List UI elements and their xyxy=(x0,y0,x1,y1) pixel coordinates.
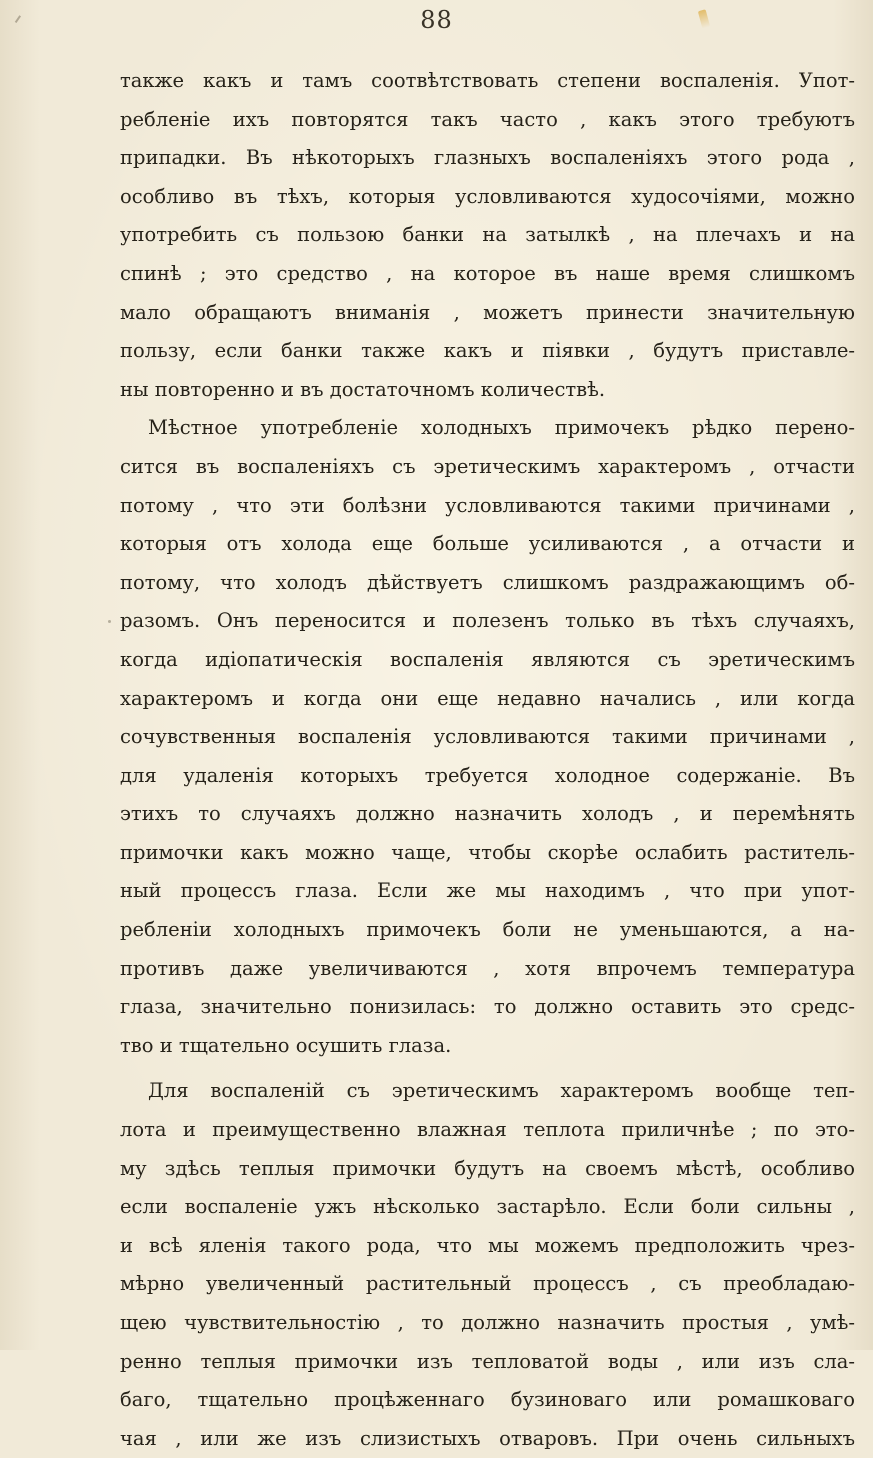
text-line: чая , или же изъ слизистыхъ отваровъ. При очень сильныхъ xyxy=(120,1426,855,1450)
text-line: также какъ и тамъ соотвѣтствовать степени воспаленія. Упот- xyxy=(120,69,855,92)
text-line: когда идіопатическія воспаленія являются съ эретическимъ xyxy=(120,647,855,671)
text-line: и всѣ яленія такого рода, что мы можемъ предположить чрез- xyxy=(120,1233,855,1257)
paper-speck xyxy=(735,508,738,511)
text-line: употребить съ пользою банки на затылкѣ , на плечахъ и на xyxy=(120,223,855,247)
text-line: Для воспаленій съ эретическимъ характеромъ вообще теп- xyxy=(148,1079,855,1103)
text-line: му здѣсь теплыя примочки будутъ на своемъ мѣстѣ, особливо xyxy=(120,1156,855,1180)
text-line: которыя отъ холода еще больше усиливаются , а отчасти и xyxy=(120,532,855,556)
text-line: мало обращаютъ вниманія , можетъ принести значительную xyxy=(120,300,855,324)
text-line: противъ даже увеличиваются , хотя впрочемъ температура xyxy=(120,956,855,980)
text-line: особливо въ тѣхъ, которыя условливаются худосочіями, можно xyxy=(120,184,855,208)
text-line: спинѣ ; это средство , на которое въ наше время слишкомъ xyxy=(120,261,855,285)
text-line: если воспаленіе ужъ нѣсколько застарѣло. Если боли сильны , xyxy=(120,1195,855,1219)
text-line: потому, что холодъ дѣйствуетъ слишкомъ раздражающимъ об- xyxy=(120,570,855,594)
text-body xyxy=(120,62,855,1458)
text-line: лота и преимущественно влажная теплота приличнѣе ; по это- xyxy=(120,1118,855,1142)
text-line: ный процессъ глаза. Если же мы находимъ , что при упот- xyxy=(120,879,855,903)
text-line: характеромъ и когда они еще недавно начались , или когда xyxy=(120,686,855,710)
paragraph-gap xyxy=(120,1065,855,1072)
page-number: 88 xyxy=(420,6,453,34)
text-line: сится въ воспаленіяхъ съ эретическимъ характеромъ , отчасти xyxy=(120,454,855,478)
paper-speck xyxy=(108,620,111,623)
text-line: пользу, если банки также какъ и піявки , будутъ приставле- xyxy=(120,339,855,363)
text-line: разомъ. Онъ переносится и полезенъ только въ тѣхъ случаяхъ, xyxy=(120,609,855,633)
text-line: баго, тщательно процѣженнаго бузиноваго или ромашковаго xyxy=(120,1388,855,1412)
text-line: щею чувствительностію , то должно назначить простыя , умѣ- xyxy=(120,1311,855,1334)
text-line: ны повторенно и въ достаточномъ количествѣ. xyxy=(120,377,606,401)
text-line: сочувственныя воспаленія условливаются такими причинами , xyxy=(120,725,855,749)
text-line: ребленіи холодныхъ примочекъ боли не уменьшаются, а на- xyxy=(120,918,855,942)
text-line: глаза, значительно понизилась: то должно оставить это средс- xyxy=(120,995,855,1019)
text-line: примочки какъ можно чаще, чтобы скорѣе ослабить раститель- xyxy=(120,840,855,864)
text-line: ренно теплыя примочки изъ тепловатой воды , или изъ сла- xyxy=(120,1349,855,1373)
text-line: Мѣстное употребленіе холодныхъ примочекъ рѣдко перено- xyxy=(148,416,855,440)
text-line: для удаленія которыхъ требуется холодное содержаніе. Въ xyxy=(120,763,855,787)
text-line: ребленіе ихъ повторятся такъ часто , какъ этого требуютъ xyxy=(120,107,855,131)
text-line: мѣрно увеличенный растительный процессъ , съ преобладаю- xyxy=(120,1272,855,1296)
text-line: тво и тщательно осушить глаза. xyxy=(120,1033,452,1057)
text-line: этихъ то случаяхъ должно назначить холодъ , и перемѣнять xyxy=(120,802,855,826)
text-line: припадки. Въ нѣкоторыхъ глазныхъ воспаленіяхъ этого рода , xyxy=(120,146,855,170)
text-line: потому , что эти болѣзни условливаются такими причинами , xyxy=(120,493,855,517)
